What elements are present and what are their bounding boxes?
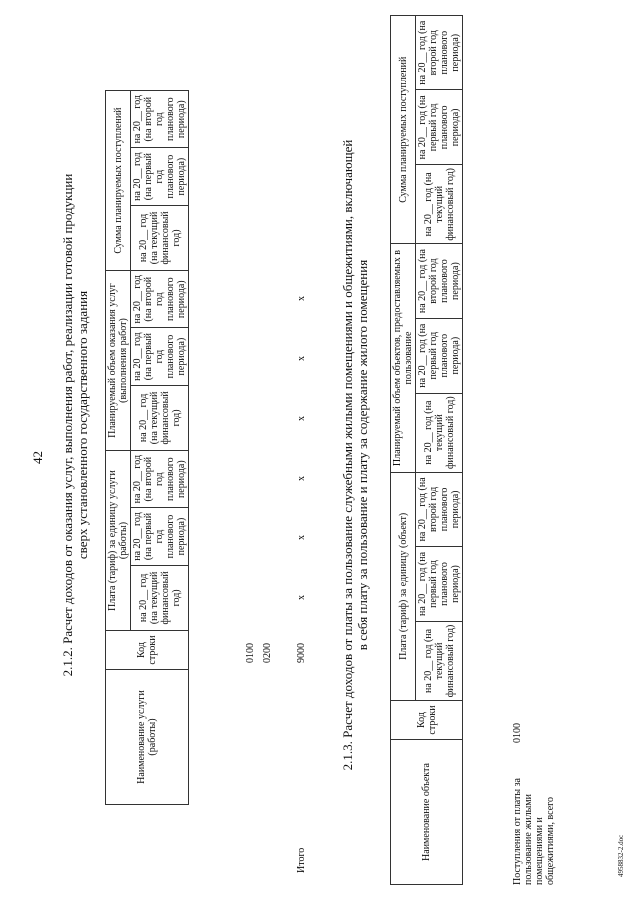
header-price: Плата (тариф) за единицу услуги (работы) <box>106 451 131 631</box>
header-period-current: на 20__ год (на текущий финансовый год) <box>416 621 463 700</box>
section-212-title <box>60 45 90 805</box>
header-period-current: на 20__ год (на текущий финансовый год) <box>131 385 189 450</box>
row-code: 0100 <box>245 643 256 663</box>
header-period-first: на 20__ год (на первый год планового периода) <box>131 508 189 565</box>
header-code: Код строки <box>106 631 189 670</box>
section-213-title-line1: 2.1.3. Расчет доходов от платы за пользование служебными жилыми помещениями и общежитиями, включающей <box>340 139 355 771</box>
header-period-current: на 20__ год (на текущий финансовый год) <box>416 165 463 244</box>
section-213-title-line2: в себя плату за пользование и плату за содержание жилого помещения <box>355 259 370 651</box>
row-name: Итого <box>296 847 307 873</box>
header-volume: Планируемый объем оказания услуг (выполнения работ) <box>106 271 131 451</box>
section-212-title-line2: сверх установленного государственного задания <box>75 290 90 560</box>
row-value: x <box>296 416 307 421</box>
footer-doc-id: 4958832-2.doc <box>617 834 625 877</box>
header-period-second: на 20__ год (на второй год планового периода) <box>416 244 463 318</box>
row-value: x <box>296 476 307 481</box>
header-period-first: на 20__ год (на первый год планового периода) <box>131 148 189 205</box>
row-code: 9000 <box>296 643 307 663</box>
header-period-second: на 20__ год (на второй год планового периода) <box>416 472 463 546</box>
table-row <box>262 90 276 805</box>
header-period-second: на 20__ год (на второй год планового периода) <box>131 451 189 508</box>
row-code: 0100 <box>512 723 523 743</box>
section-213-title <box>340 25 370 885</box>
header-name: Наименование объекта <box>391 740 463 885</box>
page-number: 42 <box>30 451 45 464</box>
row-value: x <box>296 296 307 301</box>
header-period-second: на 20__ год (на второй год планового периода) <box>416 16 463 90</box>
header-period-current: на 20__ год (на текущий финансовый год) <box>416 393 463 472</box>
header-period-first: на 20__ год (на первый год планового периода) <box>416 90 463 165</box>
header-period-first: на 20__ год (на первый год планового периода) <box>416 547 463 622</box>
header-volume: Планируемый объем объектов, предоставляемых в пользование <box>391 244 416 472</box>
row-value: x <box>296 595 307 600</box>
header-name: Наименование услуги (работы) <box>106 670 189 805</box>
header-period-first: на 20__ год (на первый год планового периода) <box>131 328 189 385</box>
header-period-second: на 20__ год (на второй год планового периода) <box>131 271 189 328</box>
header-code: Код строки <box>391 701 463 740</box>
header-price: Плата (тариф) за единицу (объект) <box>391 472 416 700</box>
section-212-title-line1: 2.1.2. Расчет доходов от оказания услуг, выполнения работ, реализации готовой продукции <box>60 173 75 677</box>
row-code: 0200 <box>262 643 273 663</box>
header-period-second: на 20__ год (на второй год планового периода) <box>131 91 189 148</box>
table-row-total <box>296 90 310 905</box>
header-sum: Сумма планируемых поступлений <box>106 91 131 271</box>
row-value: x <box>296 356 307 361</box>
section-212-table <box>105 90 189 805</box>
header-period-current: на 20__ год (на текущий финансовый год) <box>131 205 189 270</box>
header-sum: Сумма планируемых поступлений <box>391 16 416 244</box>
header-period-first: на 20__ год (на первый год планового периода) <box>416 318 463 393</box>
row-name: Поступления от платы за пользование жилыми помещениями и общежитиями, всего <box>512 778 556 885</box>
section-213-table <box>390 15 463 885</box>
table-row <box>245 90 259 805</box>
header-period-current: на 20__ год (на текущий финансовый год) <box>131 565 189 630</box>
row-value: x <box>296 535 307 540</box>
